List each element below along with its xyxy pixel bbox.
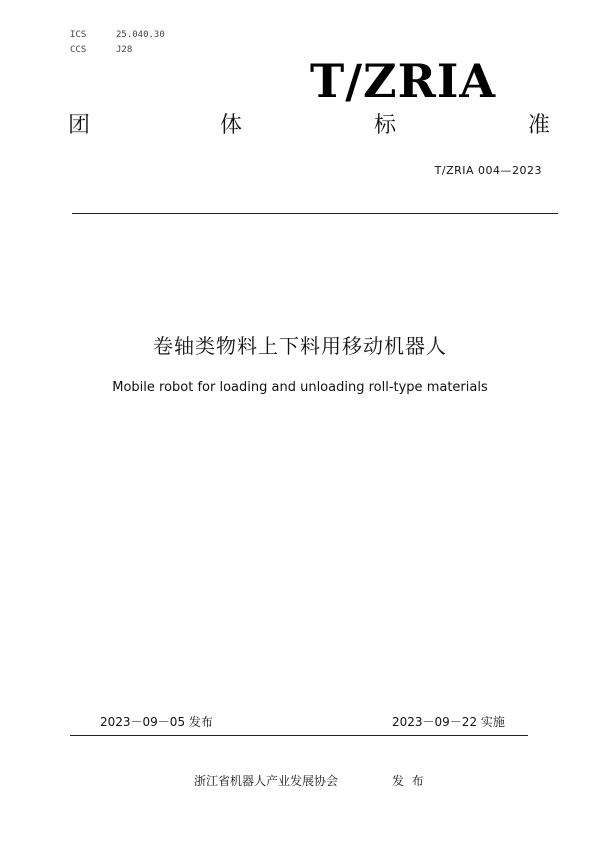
release-date: 2023－09－05 发布 — [100, 715, 213, 729]
document-title-chinese: 卷轴类物料上下料用移动机器人 — [153, 334, 447, 358]
standard-type-char-4: 准 — [528, 113, 551, 138]
ics-label: ICS — [70, 30, 87, 40]
publish-label: 发 布 — [392, 774, 424, 788]
standard-type-char-3: 标 — [374, 113, 397, 138]
standard-type-char-2: 体 — [220, 113, 243, 138]
footer-divider — [70, 735, 528, 736]
implementation-date: 2023－09－22 实施 — [392, 715, 505, 729]
ics-value: 25.040.30 — [116, 30, 165, 40]
organization-logo: T/ZRIA — [310, 54, 497, 108]
publisher-name: 浙江省机器人产业发展协会 — [194, 774, 339, 788]
ccs-label: CCS — [70, 45, 87, 55]
standard-type-char-1: 团 — [68, 113, 91, 138]
ccs-value: J28 — [116, 45, 133, 55]
standard-number: T/ZRIA 004—2023 — [434, 164, 542, 177]
document-title-english: Mobile robot for loading and unloading roll-type materials — [112, 380, 488, 395]
header-divider — [72, 213, 558, 214]
